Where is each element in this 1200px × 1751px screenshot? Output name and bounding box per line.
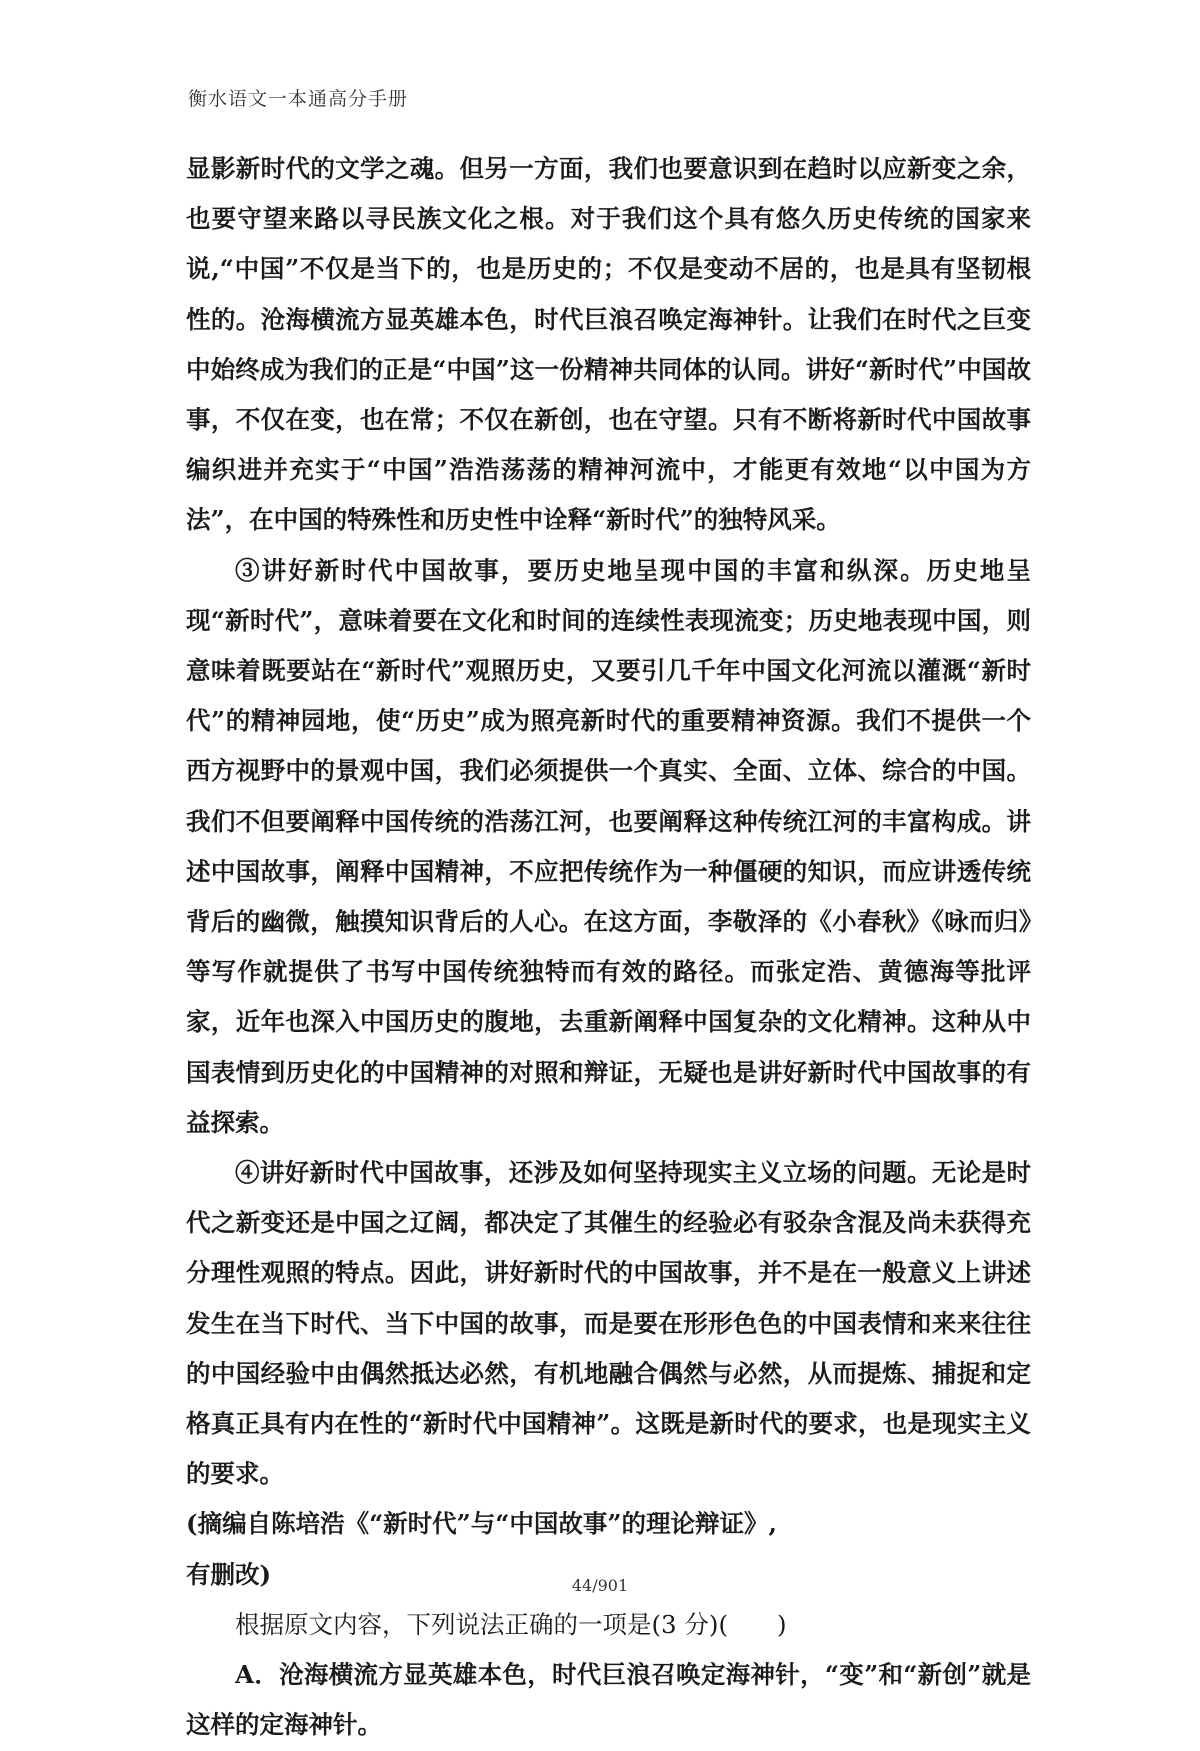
source-citation-note: 有删改) — [186, 1559, 272, 1589]
paragraph-continued: 显影新时代的文学之魂。但另一方面，我们也要意识到在趋时以应新变之余，也要守望来路以寻民族文化之根。对于我们这个具有悠久历史传统的国家来说,“中国”不仅是当下的，也是历史的；不仅是变动不居的，也是具有坚韧根性的。沧海横流方显英雄本色，时代巨浪召唤定海神针。让我们在时代之巨变中始终成为我们的正是“中国”这一份精神共同体的认同。讲好“新时代”中国故事，不仅在变，也在常；不仅在新创，也在守望。只有不断将新时代中国故事编织进并充实于“中国”浩浩荡荡的精神河流中，才能更有效地“以中国为方法”，在中国的特殊性和历史性中诠释“新时代”的独特风采。 — [186, 154, 1031, 535]
article-body — [186, 144, 1031, 1751]
question-stem: 根据原文内容，下列说法正确的一项是(3 分)( ) — [235, 1609, 787, 1639]
paragraph-3: ③讲好新时代中国故事，要历史地呈现中国的丰富和纵深。历史地呈现“新时代”，意味着要在文化和时间的连续性表现流变；历史地表现中国，则意味着既要站在“新时代”观照历史，又要引几千年中国文化河流以灌溉“新时代”的精神园地，使“历史”成为照亮新时代的重要精神资源。我们不提供一个西方视野中的景观中国，我们必须提供一个真实、全面、立体、综合的中国。我们不但要阐释中国传统的浩荡江河，也要阐释这种传统江河的丰富构成。讲述中国故事，阐释中国精神，不应把传统作为一种僵硬的知识，而应讲透传统背后的幽微，触摸知识背后的人心。在这方面，李敬泽的《小春秋》《咏而归》等写作就提供了书写中国传统独特而有效的路径。而张定浩、黄德海等批评家，近年也深入中国历史的腹地，去重新阐释中国复杂的文化精神。这种从中国表情到历史化的中国精神的对照和辩证，无疑也是讲好新时代中国故事的有益探索。 — [186, 555, 1031, 1137]
page-number: 44/901 — [571, 1576, 629, 1595]
paragraph-4: ④讲好新时代中国故事，还涉及如何坚持现实主义立场的问题。无论是时代之新变还是中国之辽阔，都决定了其催生的经验必有驳杂含混及尚未获得充分理性观照的特点。因此，讲好新时代的中国故事，并不是在一般意义上讲述发生在当下时代、当下中国的故事，而是要在形形色色的中国表情和来来往往的中国经验中由偶然抵达必然，有机地融合偶然与必然，从而提炼、捕捉和定格真正具有内在性的“新时代中国精神”。这既是新时代的要求，也是现实主义的要求。 — [186, 1158, 1031, 1489]
option-a: A．沧海横流方显英雄本色，时代巨浪召唤定海神针，“变”和“新创”就是这样的定海神针。 — [186, 1660, 1032, 1740]
source-citation: (摘编自陈培浩《“新时代”与“中国故事”的理论辩证》, — [186, 1509, 777, 1539]
document-header: 衡水语文一本通高分手册 — [188, 88, 409, 110]
